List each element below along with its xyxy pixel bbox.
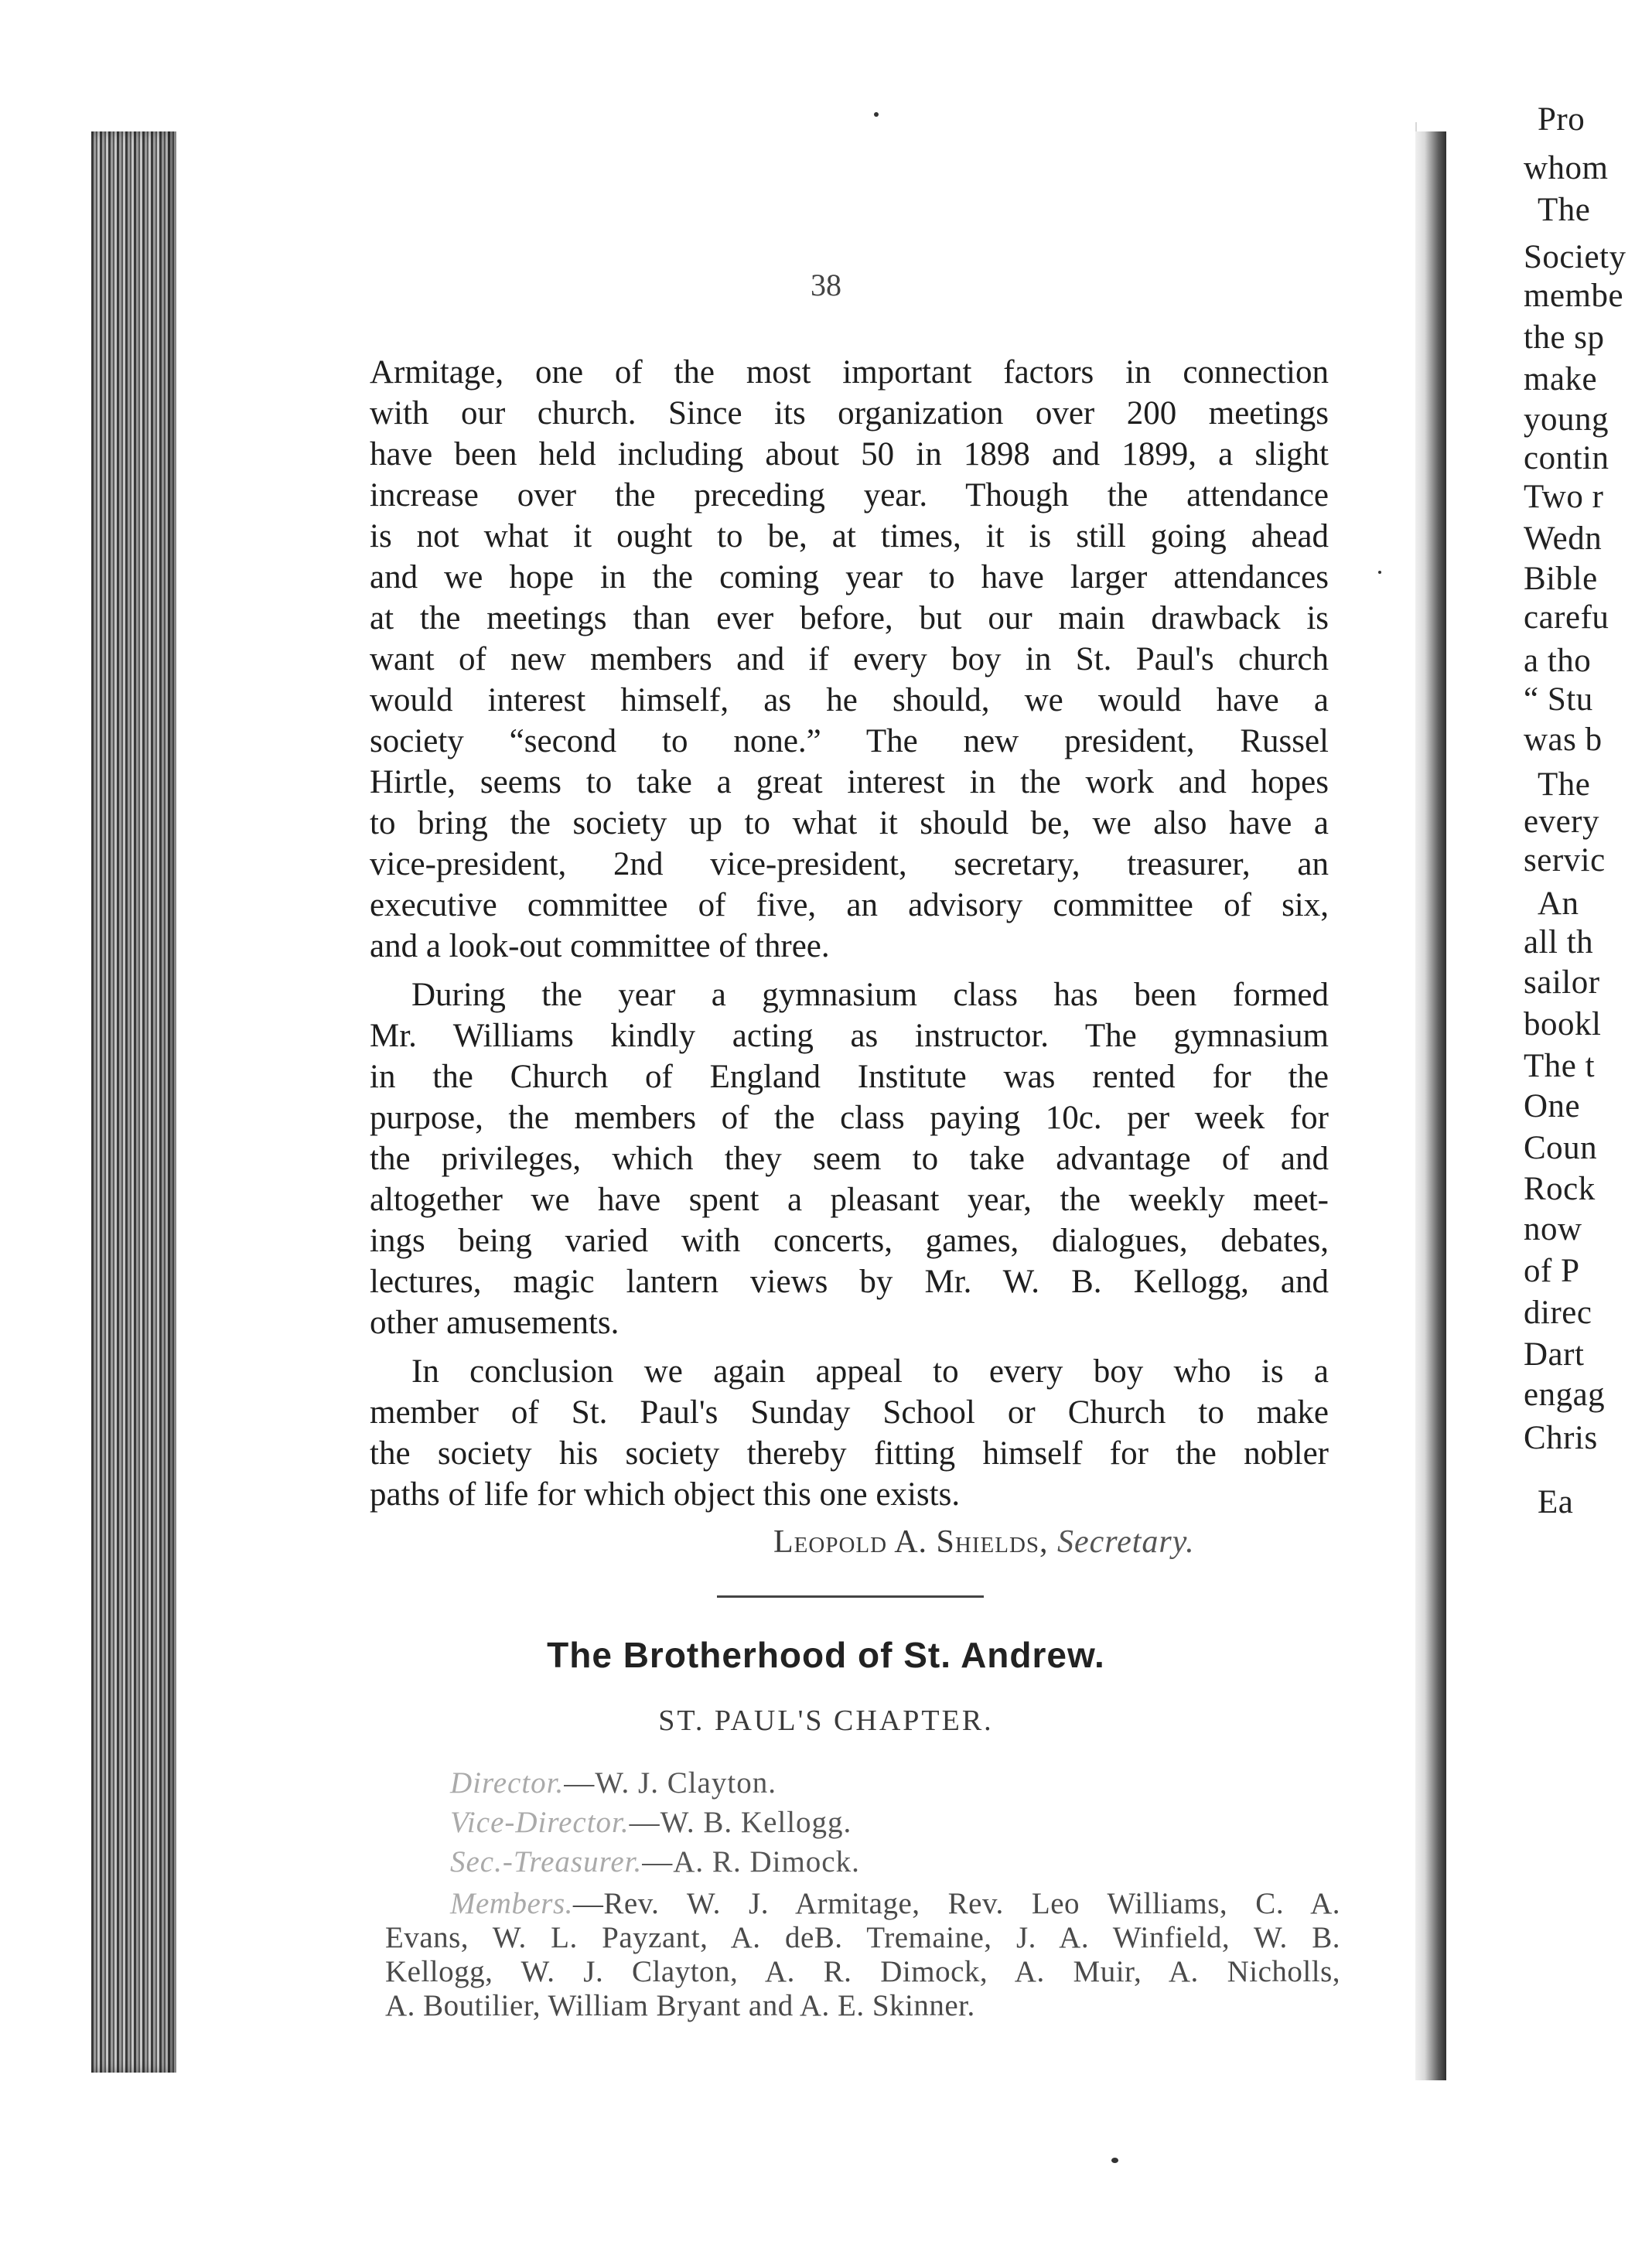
scan-speck	[1111, 2158, 1118, 2163]
members-line	[385, 1887, 1340, 1921]
facing-page-line: engag	[1524, 1377, 1606, 1413]
officer-name: —A. R. Dimock.	[642, 1845, 860, 1878]
text-line: society “second to none.” The new president, Russel	[370, 723, 1329, 759]
text-line: in the Church of England Institute was rented for the	[370, 1059, 1329, 1095]
facing-page-line: young	[1524, 401, 1609, 438]
facing-page-line: An	[1538, 885, 1579, 922]
facing-page-line: The t	[1524, 1047, 1596, 1084]
paragraph-gap	[370, 1343, 1329, 1351]
text-line: with our church. Since its organization over 200 meetings	[370, 395, 1329, 432]
members-role: Members.	[450, 1887, 573, 1920]
text-line: the privileges, which they seem to take advantage of and	[370, 1141, 1329, 1177]
text-line: and we hope in the coming year to have larger attendances	[370, 559, 1329, 595]
text-line: other amusements.	[370, 1305, 620, 1341]
text-line: the society his society thereby fitting himself for the nobler	[370, 1435, 1329, 1472]
chapter-title: ST. PAUL'S CHAPTER.	[658, 1704, 994, 1737]
facing-page-line: now	[1524, 1211, 1582, 1248]
facing-page-line: carefu	[1524, 599, 1609, 636]
officer-name: —W. J. Clayton.	[564, 1766, 777, 1800]
text-line: Armitage, one of the most important factors in connection	[370, 354, 1329, 391]
facing-page-line: Ea	[1538, 1484, 1574, 1521]
officer-vice-director	[450, 1805, 852, 1840]
officer-sec-treasurer	[450, 1844, 860, 1879]
members-line: A. Boutilier, William Bryant and A. E. Skinner.	[385, 1989, 975, 2022]
section-title: The Brotherhood of St. Andrew.	[547, 1635, 1105, 1675]
officer-role: Sec.-Treasurer.	[450, 1845, 643, 1878]
facing-page-line: a tho	[1524, 643, 1592, 680]
facing-page-line: Rock	[1524, 1171, 1596, 1208]
facing-page-line: make	[1524, 361, 1598, 398]
text-line: ings being varied with concerts, games, dialogues, debates,	[370, 1223, 1329, 1259]
signature-title: Secretary.	[1057, 1524, 1195, 1560]
text-line: purpose, the members of the class paying 10c. per week for	[370, 1100, 1329, 1136]
book-page-edges	[91, 131, 176, 2073]
book-gutter	[1415, 131, 1446, 2080]
text-line: Mr. Williams kindly acting as instructor. The gymnasium	[370, 1018, 1329, 1054]
members-text: —Rev. W. J. Armitage, Rev. Leo Williams, C. A.	[572, 1887, 1340, 1920]
facing-page-line: Coun	[1524, 1129, 1598, 1166]
text-line: is not what it ought to be, at times, it is still going ahead	[370, 518, 1329, 554]
paragraph	[370, 352, 1329, 967]
officer-director	[450, 1766, 777, 1800]
text-line: member of St. Paul's Sunday School or Church to make	[370, 1394, 1329, 1431]
members-line: Evans, W. L. Payzant, A. deB. Tremaine, J. A. Winfield, W. B.	[385, 1921, 1340, 1954]
facing-page-line: whom	[1524, 150, 1609, 187]
facing-page-line: the sp	[1524, 319, 1605, 357]
members-list	[385, 1887, 1340, 2023]
text-line: vice-president, 2nd vice-president, secretary, treasurer, an	[370, 846, 1329, 882]
paragraph	[370, 974, 1329, 1343]
body-text	[370, 352, 1329, 1515]
facing-page-line: “ Stu	[1524, 681, 1593, 718]
officer-role: Director.	[450, 1766, 565, 1800]
facing-page-line: was b	[1524, 722, 1603, 759]
officer-role: Vice-Director.	[450, 1806, 630, 1839]
text-line: to bring the society up to what it should be, we also have a	[370, 805, 1329, 841]
facing-page-line: bookl	[1524, 1005, 1602, 1042]
text-line: executive committee of five, an advisory committee of six,	[370, 887, 1329, 923]
text-line: want of new members and if every boy in St. Paul's church	[370, 641, 1329, 677]
text-line: have been held including about 50 in 1898 and 1899, a slight	[370, 436, 1329, 473]
facing-page-line: membe	[1524, 278, 1624, 315]
signature-name: Leopold A. Shields,	[773, 1524, 1049, 1560]
scan-speck	[1378, 571, 1381, 574]
text-line: and a look-out committee of three.	[370, 928, 830, 964]
facing-page-line: Dart	[1524, 1336, 1585, 1373]
paragraph	[370, 1351, 1329, 1515]
facing-page-line: every	[1524, 804, 1599, 841]
scan-speck	[874, 112, 879, 117]
facing-page-line: Wedn	[1524, 520, 1603, 558]
text-line: Hirtle, seems to take a great interest in the work and hopes	[370, 764, 1329, 800]
facing-page-line: all th	[1524, 924, 1594, 961]
facing-page-line: Bible	[1524, 561, 1598, 598]
text-line: would interest himself, as he should, we would have a	[370, 682, 1329, 718]
text-line: lectures, magic lantern views by Mr. W. B. Kellogg, and	[370, 1264, 1329, 1300]
facing-page-line: direc	[1524, 1295, 1592, 1332]
facing-page-line: Pro	[1538, 101, 1585, 138]
facing-page-line: Society	[1524, 239, 1626, 276]
signature	[773, 1524, 1195, 1561]
facing-page-line: servic	[1524, 842, 1606, 879]
facing-page	[1446, 101, 1652, 2088]
facing-page-line: Two r	[1524, 479, 1604, 516]
facing-page-line: Chris	[1524, 1419, 1598, 1456]
facing-page-line: contin	[1524, 440, 1609, 477]
text-line: increase over the preceding year. Though the attendance	[370, 477, 1329, 514]
facing-page-line: The	[1538, 766, 1591, 803]
members-line: Kellogg, W. J. Clayton, A. R. Dimock, A. Muir, A. Nicholls,	[385, 1955, 1340, 1988]
section-divider	[717, 1595, 984, 1598]
page-number: 38	[811, 268, 841, 302]
text-line: altogether we have spent a pleasant year, the weekly meet-	[370, 1182, 1329, 1218]
paragraph-gap	[370, 967, 1329, 974]
facing-page-line: of P	[1524, 1253, 1580, 1290]
facing-page-line: The	[1538, 191, 1591, 228]
officer-name: —W. B. Kellogg.	[629, 1806, 852, 1839]
text-line: paths of life for which object this one exists.	[370, 1476, 961, 1513]
facing-page-line: sailor	[1524, 964, 1600, 1001]
facing-page-line: One	[1524, 1087, 1581, 1124]
text-line: During the year a gymnasium class has been formed	[411, 977, 1329, 1013]
text-line: In conclusion we again appeal to every boy who is a	[411, 1353, 1329, 1390]
text-line: at the meetings than ever before, but our main drawback is	[370, 600, 1329, 636]
